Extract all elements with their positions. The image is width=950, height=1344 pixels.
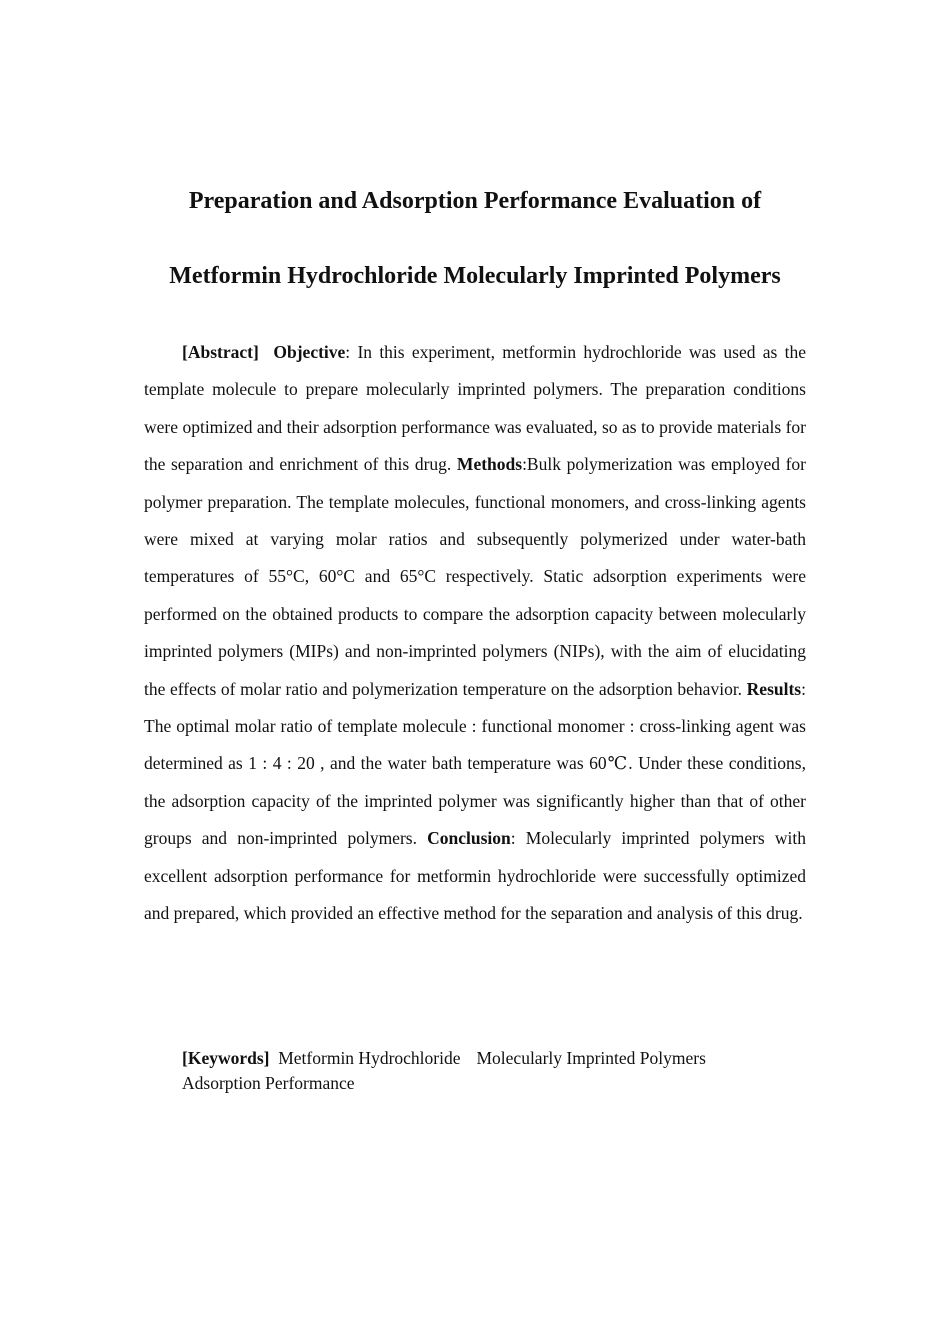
results-label: Results <box>746 678 802 699</box>
conclusion-text: : Molecularly imprinted polymers with excellent adsorption performance for metformin hydrochloride were successfully optimized and prepared, which provided an effective method for the separation and analysis of this drug. <box>144 828 806 924</box>
keywords-label: [Keywords] <box>182 1048 270 1068</box>
conclusion-label: Conclusion <box>427 828 511 849</box>
keywords-paragraph <box>182 1046 822 1096</box>
paper-title-line-2: Metformin Hydrochloride Molecularly Imprinted Polymers <box>169 263 781 289</box>
methods-label: Methods <box>456 454 523 475</box>
results-text: : The optimal molar ratio of template molecule : functional monomer : cross-linking agent was determined as 1 : 4 : 20 , and the water bath temperature was 60℃. Under these conditions, the adsorption capacity of the imprinted polymer was significantly higher than that of other groups and non-imprinted polymers. <box>144 678 806 849</box>
abstract-label: [Abstract] <box>182 342 259 362</box>
keyword-item: Molecularly Imprinted Polymers <box>476 1048 706 1068</box>
keyword-item: Metformin Hydrochloride <box>278 1048 461 1068</box>
abstract-paragraph <box>144 334 806 933</box>
objective-text: : In this experiment, metformin hydrochloride was used as the template molecule to prepare molecularly imprinted polymers. The preparation conditions were optimized and their adsorption performance was evaluated, so as to provide materials for the separation and enrichment of this drug. <box>144 342 807 475</box>
objective-label: Objective <box>273 342 346 362</box>
keyword-item: Adsorption Performance <box>182 1073 355 1093</box>
methods-text: :Bulk polymerization was employed for polymer preparation. The template molecules, functional monomers, and cross-linking agents were mixed at varying molar ratios and subsequently polymerized under water-bath temperatures of 55°C, 60°C and 65°C respectively. Static adsorption experiments were performed on the obtained products to compare the adsorption capacity between molecularly imprinted polymers (MIPs) and non-imprinted polymers (NIPs), with the aim of elucidating the effects of molar ratio and polymerization temperature on the adsorption behavior. <box>144 454 807 699</box>
paper-title-line-1: Preparation and Adsorption Performance Evaluation of <box>188 188 762 214</box>
